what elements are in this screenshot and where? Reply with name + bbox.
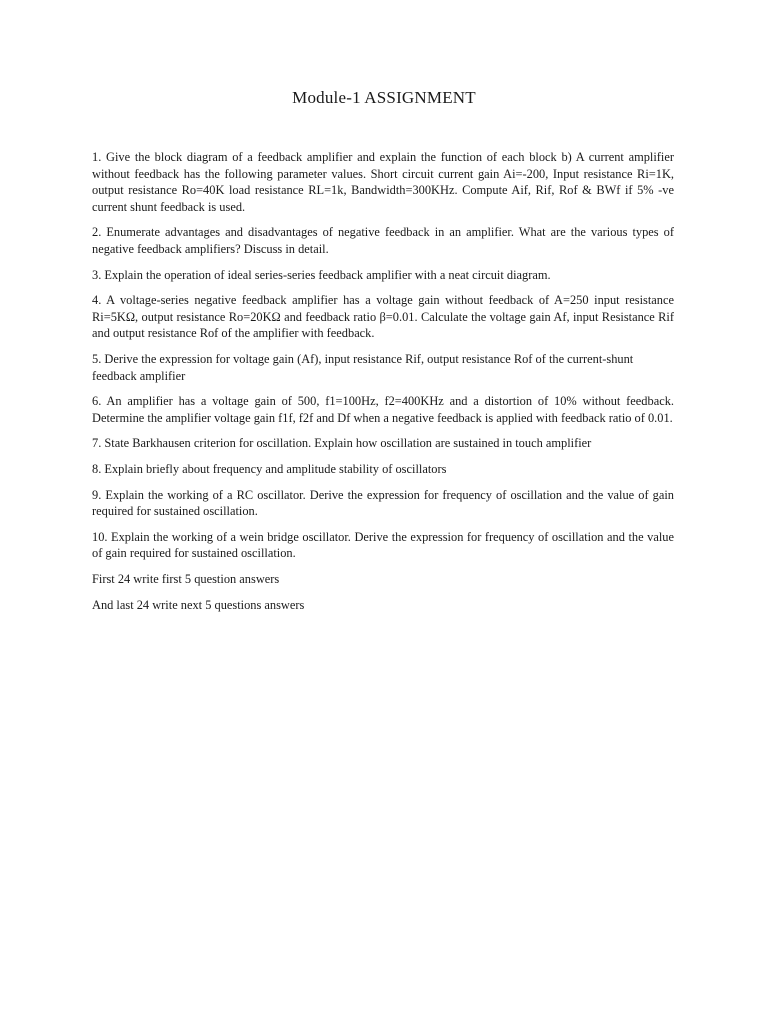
question-3: 3. Explain the operation of ideal series-series feedback amplifier with a neat circuit diagram. (92, 267, 551, 282)
page-title: Module-1 ASSIGNMENT (292, 88, 476, 107)
question-5: 5. Derive the expression for voltage gain (Af), input resistance Rif, output resistance Rof of the current-shunt feedback amplifier (92, 351, 634, 383)
question-7: 7. State Barkhausen criterion for oscillation. Explain how oscillation are sustained in touch amplifier (92, 436, 592, 451)
question-9: 9. Explain the working of a RC oscillator. Derive the expression for frequency of oscillation and the value of gain required for sustained oscillation. (92, 487, 674, 519)
instruction-note-2: And last 24 write next 5 questions answers (92, 598, 305, 613)
question-2: 2. Enumerate advantages and disadvantages of negative feedback in an amplifier. What are the various types of negative feedback amplifiers? Discuss in detail. (92, 225, 674, 256)
question-4: 4. A voltage-series negative feedback amplifier has a voltage gain without feedback of A=250 input resistance Ri=5KΩ, output resistance Ro=20KΩ and feedback ratio β=0.01. Calculate the voltage gain Af, input Resistance Rif and output resistance Rof of the amplifier with feedback. (92, 293, 674, 341)
instruction-note-1: First 24 write first 5 question answers (92, 571, 280, 586)
question-list (92, 149, 674, 624)
question-8: 8. Explain briefly about frequency and amplitude stability of oscillators (92, 461, 447, 476)
question-1: 1. Give the block diagram of a feedback amplifier and explain the function of each block b) A current amplifier without feedback has the following parameter values. Short circuit current gain Ai=-200, Input resistance Ri=1K, output resistance Ro=40K load resistance RL=1k, Bandwidth=300KHz. Compute Aif, Rif, Rof & BWf if 5% -ve current shunt feedback is used. (92, 150, 674, 214)
question-6: 6. An amplifier has a voltage gain of 500, f1=100Hz, f2=400KHz and a distortion of 10% without feedback. Determine the amplifier voltage gain f1f, f2f and Df when a negative feedback is applied with feedback ratio of 0.01. (92, 394, 674, 425)
question-10: 10. Explain the working of a wein bridge oscillator. Derive the expression for frequency of oscillation and the value of gain required for sustained oscillation. (92, 529, 674, 561)
